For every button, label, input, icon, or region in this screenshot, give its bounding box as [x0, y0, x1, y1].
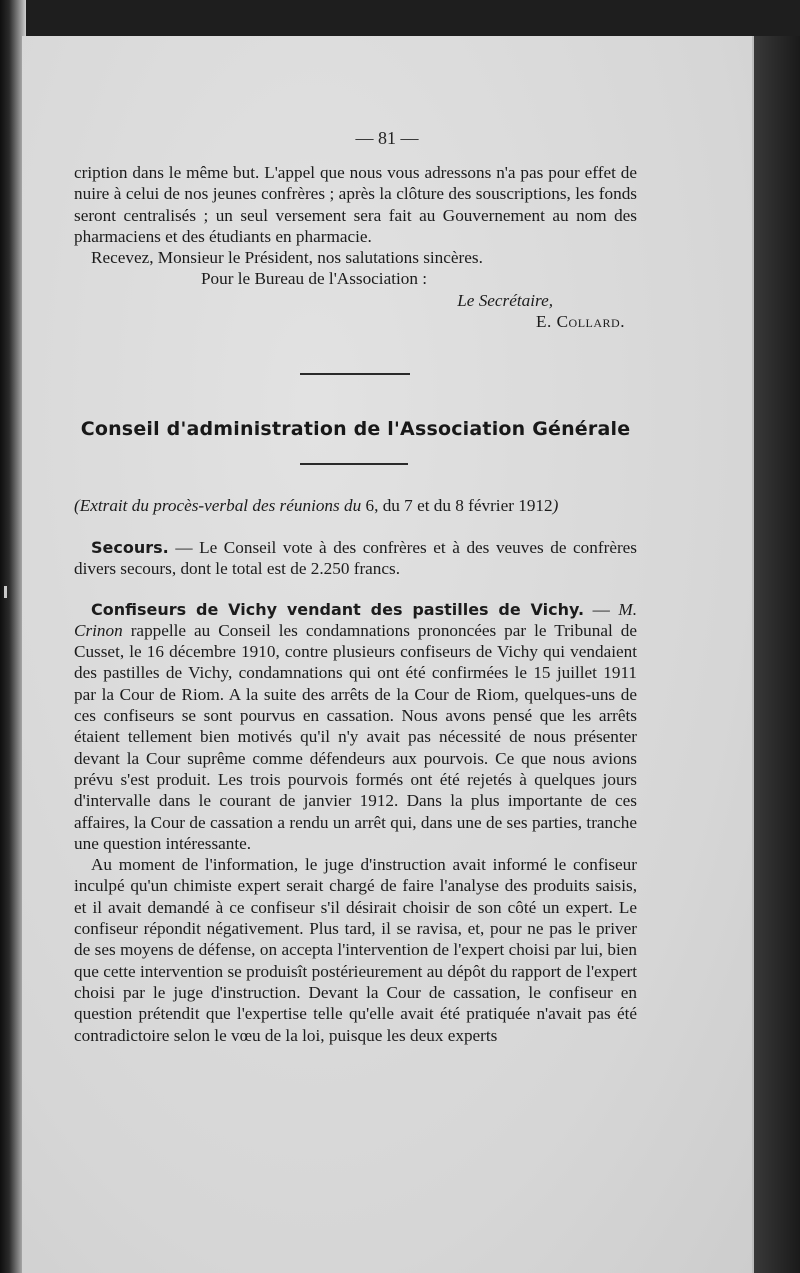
page-number: — 81 — — [355, 128, 419, 148]
letter-for-bureau: Pour le Bureau de l'Association : — [201, 269, 428, 289]
separator-rule — [300, 373, 410, 375]
section-body — [74, 537, 637, 1046]
letter-salutation: Recevez, Monsieur le Président, nos salutations sincères. — [91, 248, 483, 268]
confiseurs-heading: Confiseurs de Vichy vendant des pastilles de Vichy. — [91, 599, 585, 619]
margin-mark — [4, 586, 7, 598]
letter-secretary: Le Secrétaire, — [457, 290, 553, 310]
secours-heading: Secours. — [91, 538, 169, 557]
confiseurs-paragraph: Confiseurs de Vichy vendant des pastilles de Vichy. — M. Crinon rappelle au Conseil les condamnations prononcées par le Tribunal de Cusset, le 16 décembre 1910, contre plusieurs confiseurs de Vichy qui vendaient des pastilles de Vichy, condamnations qui ont été confirmées le 15 juillet 1911 par la Cour de Riom. A la suite des arrêts de la Cour de Riom, quelques-uns de ces confiseurs se sont pourvus en cassation. Nous avons pensé que les arrêts étaient tellement bien motivés qu'il n'y avait pas nécessité de nous présenter devant la Cour suprême comme défendeurs aux pourvois. Ce que nous avions prévu s'est produit. Les trois pourvois formés ont été rejetés à quelques jours d'intervalle dans le courant de janvier 1912. Dans la plus importante de ces affaires, la Cour de cassation a rendu un arrêt qui, dans une de ses parties, tranche une question intéressante. — [74, 599, 637, 853]
page-edge-shadow — [752, 36, 800, 1273]
speaker-name: M. Crinon — [74, 599, 637, 640]
minutes-extract: (Extrait du procès-verbal des réunions du 6, du 7 et du 8 février 1912) — [74, 496, 559, 515]
section-title: Conseil d'administration de l'Association Générale — [80, 418, 631, 440]
secours-paragraph: Secours. — Le Conseil vote à des confrères et à des veuves de confrères divers secours, dont le total est de 2.250 francs. — [74, 538, 637, 579]
information-paragraph: Au moment de l'information, le juge d'instruction avait informé le confiseur inculpé qu'un chimiste expert serait chargé de faire l'analyse des produits saisis, et il avait demandé à ce confiseur s'il désirait choisir de son côté un expert. Le confiseur répondit négativement. Plus tard, il se ravisa, et, pour ne pas le priver de ses moyens de défense, on accepta l'intervention de l'expert choisi par lui, bien que cette intervention se produisît postérieurement au dépôt du rapport de l'expert choisi par le juge d'instruction. Devant la Cour de cassation, le confiseur en question prétendit que l'expertise telle qu'elle avait été pratiquée n'avait pas été contradictoire selon le vœu de la loi, puisque les deux experts — [74, 855, 637, 1045]
letter-signature: E. Collard. — [535, 312, 625, 332]
letter-paragraph: cription dans le même but. L'appel que nous vous adressons n'a pas pour effet de nuire à celui de nos jeunes confrères ; après la clôture des souscriptions, les fonds seront centralisés ; un seul versement sera fait au Gouvernement au nom des pharmaciens et des étudiants en pharmacie. — [74, 163, 637, 246]
title-underline-rule — [300, 463, 408, 465]
letter-closing — [74, 162, 637, 332]
